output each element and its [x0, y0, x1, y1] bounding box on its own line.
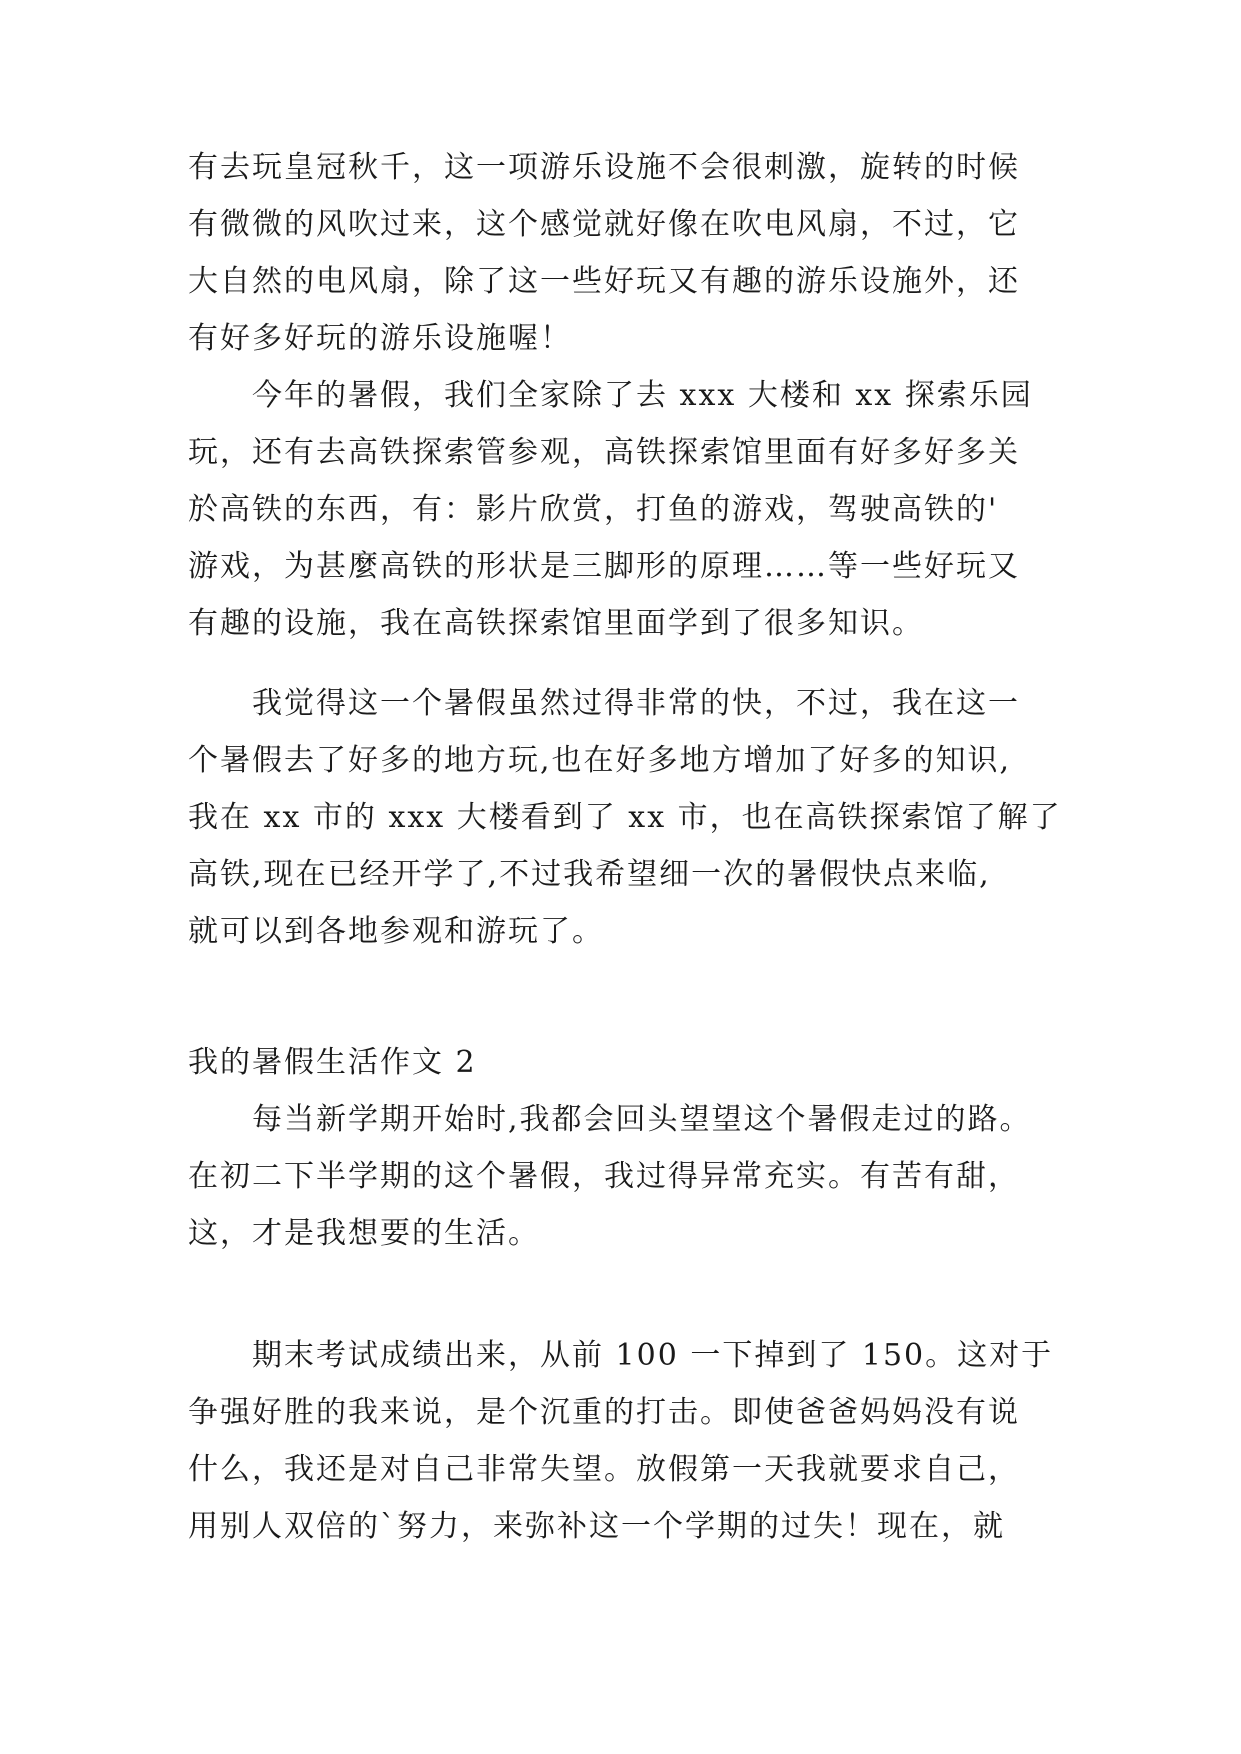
paragraph-line: 大自然的电风扇，除了这一些好玩又有趣的游乐设施外，还 [188, 264, 1020, 299]
paragraph-line: 我觉得这一个暑假虽然过得非常的快，不过，我在这一 [252, 686, 1020, 721]
paragraph-line: 玩，还有去高铁探索管参观，高铁探索馆里面有好多好多关 [188, 435, 1020, 470]
paragraph-line: 我在 xx 市的 xxx 大楼看到了 xx 市，也在高铁探索馆了解了 [188, 800, 1062, 835]
paragraph-line: 用别人双倍的`努力，来弥补这一个学期的过失！现在，就 [188, 1509, 1005, 1544]
paragraph-line: 今年的暑假，我们全家除了去 xxx 大楼和 xx 探索乐园 [252, 378, 1033, 413]
paragraph-line: 游戏，为甚麼高铁的形状是三脚形的原理……等一些好玩又 [188, 549, 1020, 584]
paragraph-line: 这，才是我想要的生活。 [188, 1216, 540, 1251]
paragraph-line: 在初二下半学期的这个暑假，我过得异常充实。有苦有甜， [188, 1159, 1020, 1194]
paragraph-line: 期末考试成绩出来，从前 100 一下掉到了 150。这对于 [252, 1338, 1054, 1373]
paragraph-line: 个暑假去了好多的地方玩,也在好多地方增加了好多的知识, [188, 743, 1012, 778]
paragraph-line: 高铁,现在已经开学了,不过我希望细一次的暑假快点来临, [188, 857, 991, 892]
paragraph-line: 有好多好玩的游乐设施喔！ [188, 321, 572, 356]
section-title: 我的暑假生活作文 2 [188, 1045, 477, 1080]
paragraph-line: 就可以到各地参观和游玩了。 [188, 914, 604, 949]
paragraph-line: 争强好胜的我来说，是个沉重的打击。即使爸爸妈妈没有说 [188, 1395, 1020, 1430]
paragraph-line: 有去玩皇冠秋千，这一项游乐设施不会很刺激，旋转的时候 [188, 150, 1020, 185]
paragraph-line: 於高铁的东西，有：影片欣赏，打鱼的游戏，驾驶高铁的' [188, 492, 999, 527]
paragraph-line: 每当新学期开始时,我都会回头望望这个暑假走过的路。 [252, 1102, 1032, 1137]
paragraph-line: 有微微的风吹过来，这个感觉就好像在吹电风扇，不过，它 [188, 207, 1020, 242]
paragraph-line: 什么，我还是对自己非常失望。放假第一天我就要求自己， [188, 1452, 1020, 1487]
paragraph-line: 有趣的设施，我在高铁探索馆里面学到了很多知识。 [188, 606, 924, 641]
